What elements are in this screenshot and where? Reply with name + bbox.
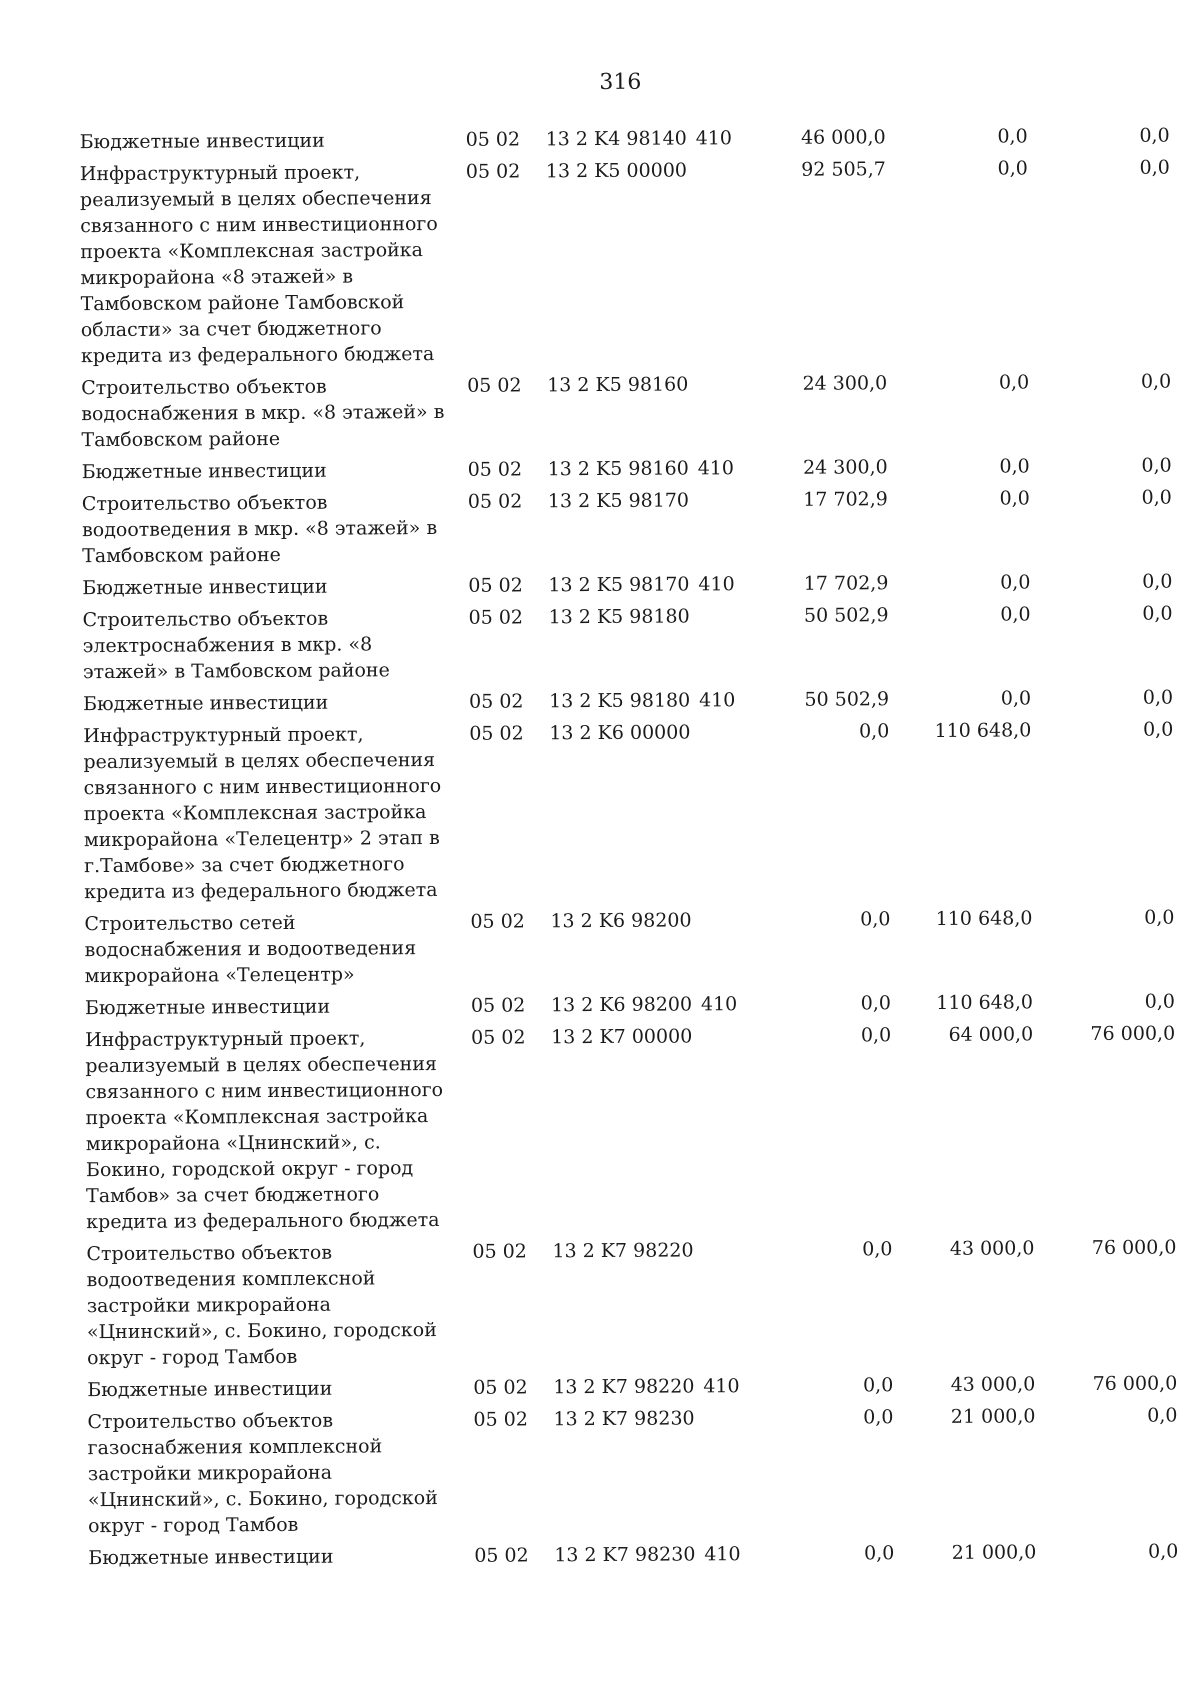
expense-name: Инфраструктурный проект, реализуемый в целях обеспечения связанного с ним инвестиционного проекта «Комплексная застройка микрорайона «8 этажей» в Тамбовском районе Тамбовской области» за счет бюджетного кредита из федерального бюджета [79,161,438,368]
expense-type-code: 410 [699,689,736,712]
expense-name: Бюджетные инвестиции [79,129,325,154]
section-code: 05 02 [467,490,523,513]
table-row [80,123,1170,156]
amount-year-1: 0,0 [864,1542,895,1565]
target-article-code: 13 2 K5 98180 [549,689,691,713]
amount-year-1: 0,0 [858,720,890,743]
section-code: 05 02 [467,374,522,397]
expense-type-code: 410 [695,127,732,150]
table-row [83,716,1174,905]
target-article-code: 13 2 K7 98230 [554,1543,696,1567]
section-code: 05 02 [465,128,521,151]
expense-name: Бюджетные инвестиции [87,1377,333,1402]
amount-year-3: 0,0 [1142,570,1173,593]
table-row [80,155,1171,370]
amount-year-1: 0,0 [860,908,891,931]
target-article-code: 13 2 K5 98170 [548,573,690,597]
amount-year-3: 0,0 [1144,906,1175,929]
amount-year-1: 24 300,0 [802,456,888,479]
target-article-code: 13 2 K7 98230 [553,1407,695,1431]
table-row [84,904,1174,989]
table-row [82,568,1172,601]
page-number: 316 [599,69,642,95]
section-code: 05 02 [470,994,526,1017]
expense-type-code: 410 [697,457,735,480]
amount-year-3: 0,0 [1142,602,1173,625]
amount-year-3: 0,0 [1144,990,1176,1013]
target-article-code: 13 2 K7 98220 [552,1239,694,1263]
expense-name: Бюджетные инвестиции [84,995,331,1020]
amount-year-1: 50 502,9 [804,688,890,711]
amount-year-3: 0,0 [1141,486,1172,509]
amount-year-3: 0,0 [1148,1540,1179,1563]
table-row [82,485,1172,570]
amount-year-2: 0,0 [997,157,1028,180]
amount-year-3: 76 000,0 [1091,1236,1177,1260]
table-row [85,988,1175,1021]
amount-year-2: 110 648,0 [936,991,1034,1014]
table-row [87,1370,1177,1403]
amount-year-1: 0,0 [860,992,892,1015]
target-article-code: 13 2 K5 98170 [547,489,690,513]
amount-year-3: 0,0 [1141,454,1172,477]
table-row [88,1538,1178,1571]
amount-year-1: 0,0 [863,1406,894,1429]
budget-table [80,123,1179,1572]
amount-year-3: 0,0 [1140,370,1172,393]
section-code: 05 02 [473,1376,528,1399]
expense-name: Строительство объектов водоснабжения в мкр. «8 этажей» в Тамбовском районе [81,375,445,452]
expense-name: Инфраструктурный проект, реализуемый в целях обеспечения связанного с ним инвестиционного проекта «Комплексная застройка микрорайона «Телецентр» 2 этап в г.Тамбове» за счет бюджетного кредита из федерального бюджета [83,723,442,904]
table-row [85,1020,1176,1235]
table-row [86,1234,1177,1371]
amount-year-1: 17 702,9 [803,488,888,511]
expense-type-code [702,1237,763,1367]
expense-name: Бюджетные инвестиции [81,459,327,484]
amount-year-2: 0,0 [1000,603,1031,626]
table-row [82,453,1172,486]
expense-type-code [696,157,757,365]
amount-year-1: 0,0 [862,1374,894,1397]
amount-year-2: 110 648,0 [934,719,1032,742]
expense-type-code [700,907,760,985]
target-article-code: 13 2 K7 98220 [553,1375,695,1399]
amount-year-1: 92 505,7 [801,158,886,181]
amount-year-2: 0,0 [1000,687,1032,710]
expense-name: Строительство объектов водоотведения в мкр. «8 этажей» в Тамбовском районе [81,491,438,568]
amount-year-1: 17 702,9 [803,572,889,595]
section-code: 05 02 [469,690,524,713]
section-code: 05 02 [474,1544,529,1567]
target-article-code: 13 2 K5 98160 [547,373,689,397]
expense-type-code [697,371,757,449]
section-code: 05 02 [467,458,523,481]
expense-name: Бюджетные инвестиции [83,691,329,716]
expense-type-code [703,1405,764,1535]
target-article-code: 13 2 K6 00000 [549,721,691,745]
amount-year-3: 76 000,0 [1090,1022,1176,1046]
target-article-code: 13 2 K4 98140 [545,127,687,151]
amount-year-3: 0,0 [1142,718,1174,741]
amount-year-1: 24 300,0 [802,372,888,395]
amount-year-2: 64 000,0 [948,1023,1034,1046]
expense-type-code: 410 [704,1543,741,1566]
amount-year-2: 21 000,0 [951,1541,1037,1564]
table-row [83,600,1173,685]
amount-year-2: 0,0 [997,125,1028,148]
expense-name: Строительство сетей водоснабжения и водоотведения микрорайона «Телецентр» [84,911,417,988]
target-article-code: 13 2 K7 00000 [551,1025,693,1049]
expense-name: Строительство объектов газоснабжения комплексной застройки микрорайона «Цнинский», с. Бокино, городской округ - город Тамбов [87,1409,438,1538]
expense-name: Строительство объектов водоотведения комплексной застройки микрорайона «Цнинский», с. Бокино, городской округ - город Тамбов [86,1241,437,1370]
amount-year-2: 0,0 [999,455,1030,478]
target-article-code: 13 2 K5 98180 [548,605,690,629]
target-article-code: 13 2 K6 98200 [550,909,692,933]
section-code: 05 02 [465,160,521,183]
table-row [83,684,1173,717]
target-article-code: 13 2 K5 00000 [545,159,688,183]
amount-year-2: 43 000,0 [949,1237,1035,1260]
section-code: 05 02 [473,1408,528,1431]
amount-year-2: 110 648,0 [935,907,1033,930]
expense-name: Бюджетные инвестиции [88,1545,334,1570]
amount-year-3: 0,0 [1142,686,1174,709]
expense-type-code [701,1023,762,1231]
amount-year-3: 0,0 [1147,1404,1178,1427]
section-code: 05 02 [468,574,523,597]
amount-year-2: 0,0 [1000,571,1031,594]
target-article-code: 13 2 K5 98160 [547,457,689,481]
amount-year-2: 43 000,0 [950,1373,1036,1396]
amount-year-3: 0,0 [1139,156,1170,179]
amount-year-1: 0,0 [862,1238,893,1261]
amount-year-1: 46 000,0 [800,126,886,149]
expense-name: Инфраструктурный проект, реализуемый в целях обеспечения связанного с ним инвестиционного проекта «Комплексная застройка микрорайона «Цнинский», с. Бокино, городской округ - город Тамбов» за счет бюджетного кредита из федерального бюджета [85,1027,444,1234]
expense-type-code [698,603,758,681]
expense-type-code [698,487,758,565]
table-row [87,1402,1178,1539]
section-code: 05 02 [472,1240,527,1263]
amount-year-1: 50 502,9 [803,604,889,627]
expense-type-code: 410 [703,1375,740,1398]
expense-type-code: 410 [700,993,738,1016]
expense-name: Бюджетные инвестиции [82,575,328,600]
table-row [81,369,1171,454]
amount-year-3: 76 000,0 [1092,1372,1178,1396]
expense-type-code [699,719,760,901]
amount-year-2: 0,0 [998,371,1030,394]
expense-name: Строительство объектов электроснабжения в мкр. «8 этажей» в Тамбовском районе [82,607,390,684]
amount-year-3: 0,0 [1139,124,1170,147]
amount-year-2: 0,0 [999,487,1030,510]
section-code: 05 02 [469,722,524,745]
expense-type-code: 410 [698,573,735,596]
amount-year-1: 0,0 [860,1024,892,1047]
section-code: 05 02 [470,910,525,933]
section-code: 05 02 [468,606,524,629]
amount-year-2: 21 000,0 [950,1405,1036,1428]
target-article-code: 13 2 K6 98200 [550,993,693,1017]
section-code: 05 02 [471,1026,526,1049]
